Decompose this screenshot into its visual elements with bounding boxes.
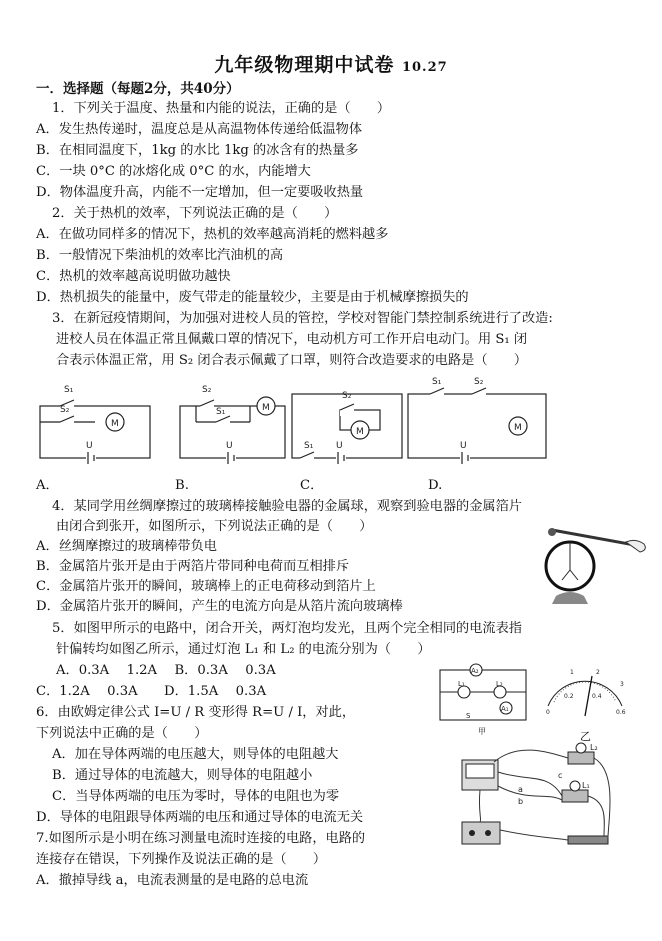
q3-b-s2-label: S₂ <box>202 385 212 395</box>
q5-meter-tick-02: 0.2 <box>564 693 574 700</box>
q1-option-c: C．一块 0°C 的冰熔化成 0°C 的水，内能增大 <box>36 164 311 179</box>
q6-option-b: B．通过导体的电流越大，则导体的电阻越小 <box>52 768 313 783</box>
q3-stem-3: 合表示体温正常，用 S₂ 闭合表示佩戴了口罩，则符合改造要求的电路是（ ） <box>56 353 528 368</box>
exam-title: 九年级物理期中试卷 10.27 <box>214 54 448 76</box>
q2-option-a: A．在做功同样多的情况下，热机的效率越高消耗的燃料越多 <box>36 227 389 242</box>
q5-meter-top-2: 2 <box>596 669 600 676</box>
q7-option-a: A．撤掉导线 a，电流表测量的是电路的总电流 <box>36 873 309 888</box>
q7-wire-a-label: a <box>518 785 523 794</box>
q1-stem: 1．下列关于温度、热量和内能的说法，正确的是（ ） <box>52 101 391 116</box>
q1-option-b: B．在相同温度下，1kg 的水比 1kg 的冰含有的热量多 <box>36 143 359 158</box>
q2-option-c: C．热机的效率越高说明做功越快 <box>36 269 231 284</box>
q6-option-a: A．加在导体两端的电压越大，则导体的电阻越大 <box>52 747 339 762</box>
q2-option-d: D．热机损失的能量中，废气带走的能量较少，主要是由于机械摩擦损失的 <box>36 290 469 305</box>
q5-ammeter-yi <box>540 662 630 732</box>
q3-d-s2-label: S₂ <box>474 377 484 387</box>
q5-stem-2: 针偏转均如图乙所示，通过灯泡 L₁ 和 L₂ 的电流分别为（ ） <box>56 642 431 657</box>
q3-c-s1-label: S₁ <box>304 441 314 451</box>
q7-wire-c-label: c <box>558 771 563 780</box>
q5-l2-label: L₂ <box>496 680 503 688</box>
q1-option-a: A．发生热传递时，温度总是从高温物体传递给低温物体 <box>36 122 363 137</box>
q3-c-s2-label: S₂ <box>342 391 352 401</box>
q5-meter-top-1: 1 <box>570 669 574 676</box>
q5-a1-label: A₁ <box>501 705 509 713</box>
q2-option-b: B．一般情况下柴油机的效率比汽油机的高 <box>36 248 284 263</box>
q3-b-s1-label: S₁ <box>216 407 226 417</box>
q5-meter-top-3: 3 <box>620 681 624 688</box>
q7-l2-label: L₂ <box>590 743 598 752</box>
q7-wire-b-label: b <box>518 797 524 806</box>
q3-d-s1-label: S₁ <box>432 377 442 387</box>
q3-option-b: B. <box>175 478 189 493</box>
q5-circuit-jia <box>436 658 536 738</box>
q5-meter-tick-0: 0 <box>546 709 550 716</box>
q4-option-c: C．金属箔片张开的瞬间，玻璃棒上的正电荷移动到箔片上 <box>36 579 376 594</box>
electroscope-illustration <box>530 520 650 610</box>
q7-apparatus-illustration <box>458 742 628 852</box>
q6-stem-2: 下列说法中正确的是（ ） <box>36 726 208 741</box>
q5-options-row-2: C．1.2A 0.3A D．1.5A 0.3A <box>36 684 267 699</box>
q3-b-u-label: U <box>226 441 233 451</box>
q3-a-motor-label: M <box>111 419 119 429</box>
q6-stem-1: 6．由欧姆定律公式 I=U / R 变形得 R=U / I，对此， <box>36 705 356 720</box>
exam-date: 10.27 <box>401 60 448 75</box>
q5-meter-tick-04: 0.4 <box>592 693 602 700</box>
q3-option-c: C． <box>300 478 324 493</box>
section-heading: 一．选择题（每题2分，共40分） <box>36 81 240 97</box>
q3-stem-1: 3．在新冠疫情期间，为加强对进校人员的管控，学校对智能门禁控制系统进行了改造: <box>52 311 553 326</box>
q3-c-u-label: U <box>336 441 343 451</box>
q5-switch-label: S <box>466 712 471 720</box>
q3-d-u-label: U <box>460 441 467 451</box>
q4-option-d: D．金属箔片张开的瞬间，产生的电流方向是从箔片流向玻璃棒 <box>36 599 403 614</box>
q4-stem-2: 由闭合到张开，如图所示，下列说法正确的是（ ） <box>56 519 373 534</box>
q5-meter-tick-06: 0.6 <box>616 709 626 716</box>
q6-option-c: C．当导体两端的电压为零时，导体的电阻也为零 <box>52 789 340 804</box>
q3-c-motor-label: M <box>356 427 364 437</box>
q3-stem-2: 进校人员在体温正常且佩戴口罩的情况下，电动机方可工作开启电动门。用 S₁ 闭 <box>56 332 528 347</box>
q5-fig-jia-label: 甲 <box>478 727 486 736</box>
q5-fig-yi-label: 乙 <box>580 730 591 743</box>
q2-stem: 2．关于热机的效率，下列说法正确的是（ ） <box>52 206 338 221</box>
q4-stem-1: 4．某同学用丝绸摩擦过的玻璃棒接触验电器的金属球，观察到验电器的金属箔片 <box>52 499 522 514</box>
q3-option-a: A． <box>36 478 59 493</box>
q5-l1-label: L₁ <box>458 680 465 688</box>
q3-b-motor-label: M <box>262 403 270 413</box>
q3-a-s2-label: S₂ <box>60 405 70 415</box>
q1-option-d: D．物体温度升高，内能不一定增加，但一定要吸收热量 <box>36 185 364 200</box>
q5-options-row-1: A．0.3A 1.2A B．0.3A 0.3A <box>56 663 276 678</box>
q6-option-d: D．导体的电阻跟导体两端的电压和通过导体的电流无关 <box>36 810 364 825</box>
q3-a-s1-label: S₁ <box>64 385 74 395</box>
q5-a2-label: A₂ <box>471 667 479 675</box>
q4-option-b: B．金属箔片张开是由于两箔片带同种电荷而互相排斥 <box>36 559 350 574</box>
q3-a-u-label: U <box>86 441 93 451</box>
q4-option-a: A．丝绸摩擦过的玻璃棒带负电 <box>36 539 217 554</box>
q3-option-d: D. <box>428 478 443 493</box>
q5-stem-1: 5．如图甲所示的电路中，闭合开关，两灯泡均发光，且两个完全相同的电流表指 <box>52 621 522 636</box>
q7-stem-2: 连接存在错误，下列操作及说法正确的是（ ） <box>36 852 327 867</box>
q3-d-motor-label: M <box>514 423 522 433</box>
q7-stem-1: 7.如图所示是小明在练习测量电流时连接的电路，电路的 <box>36 831 366 846</box>
q7-l1-label: L₁ <box>582 781 590 790</box>
q3-circuit-diagrams <box>0 372 662 492</box>
